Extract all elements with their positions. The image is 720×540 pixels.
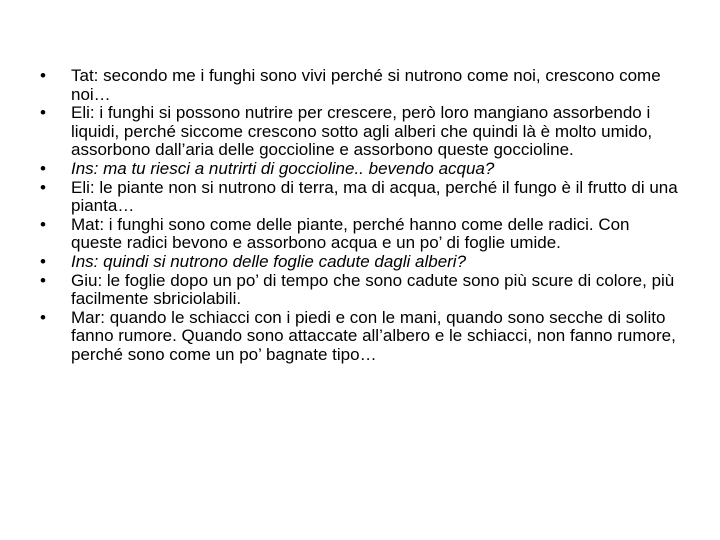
bullet-text: Tat: secondo me i funghi sono vivi perché si nutrono come noi, crescono come noi… xyxy=(71,66,661,104)
bullet-text: Mar: quando le schiacci con i piedi e con le mani, quando sono secche di solito fanno rumore. Quando sono attaccate all’albero e le schiacci, non fanno rumore, perché sono come un po’ bagnate tipo… xyxy=(71,307,676,364)
bullet-icon: • xyxy=(40,103,46,123)
list-item xyxy=(40,272,680,309)
bullet-text: Eli: le piante non si nutrono di terra, ma di acqua, perché il fungo è il frutto di una pianta… xyxy=(71,177,678,216)
list-item xyxy=(40,160,680,179)
bullet-text: Ins: quindi si nutrono delle foglie cadute dagli alberi? xyxy=(71,251,467,271)
bullet-icon: • xyxy=(40,307,46,327)
bullet-icon: • xyxy=(40,158,46,178)
list-item xyxy=(40,309,680,365)
bullet-text: Ins: ma tu riesci a nutrirti di goccioline.. bevendo acqua? xyxy=(71,158,495,178)
bullet-icon: • xyxy=(40,251,46,271)
bullet-icon: • xyxy=(40,177,46,197)
bullet-text: Mat: i funghi sono come delle piante, perché hanno come delle radici. Con queste radici bevono e assorbono acqua e un po’ di foglie umide. xyxy=(71,214,630,253)
list-item xyxy=(40,216,680,253)
bullet-text: Giu: le foglie dopo un po’ di tempo che sono cadute sono più scure di colore, più facilmente sbriciolabili. xyxy=(71,270,675,309)
bullet-text: Eli: i funghi si possono nutrire per crescere, però loro mangiano assorbendo i liquidi, perché siccome crescono sotto agli alberi che quindi là è molto umido, assorbono dall’aria delle goccioline e assorbono queste goccioline. xyxy=(71,103,653,160)
bullet-icon: • xyxy=(40,214,46,234)
bullet-icon: • xyxy=(40,66,46,85)
list-item xyxy=(40,67,680,104)
bullet-icon: • xyxy=(40,270,46,290)
list-item xyxy=(40,253,680,272)
bullet-list xyxy=(40,67,680,365)
list-item xyxy=(40,104,680,160)
list-item xyxy=(40,179,680,216)
